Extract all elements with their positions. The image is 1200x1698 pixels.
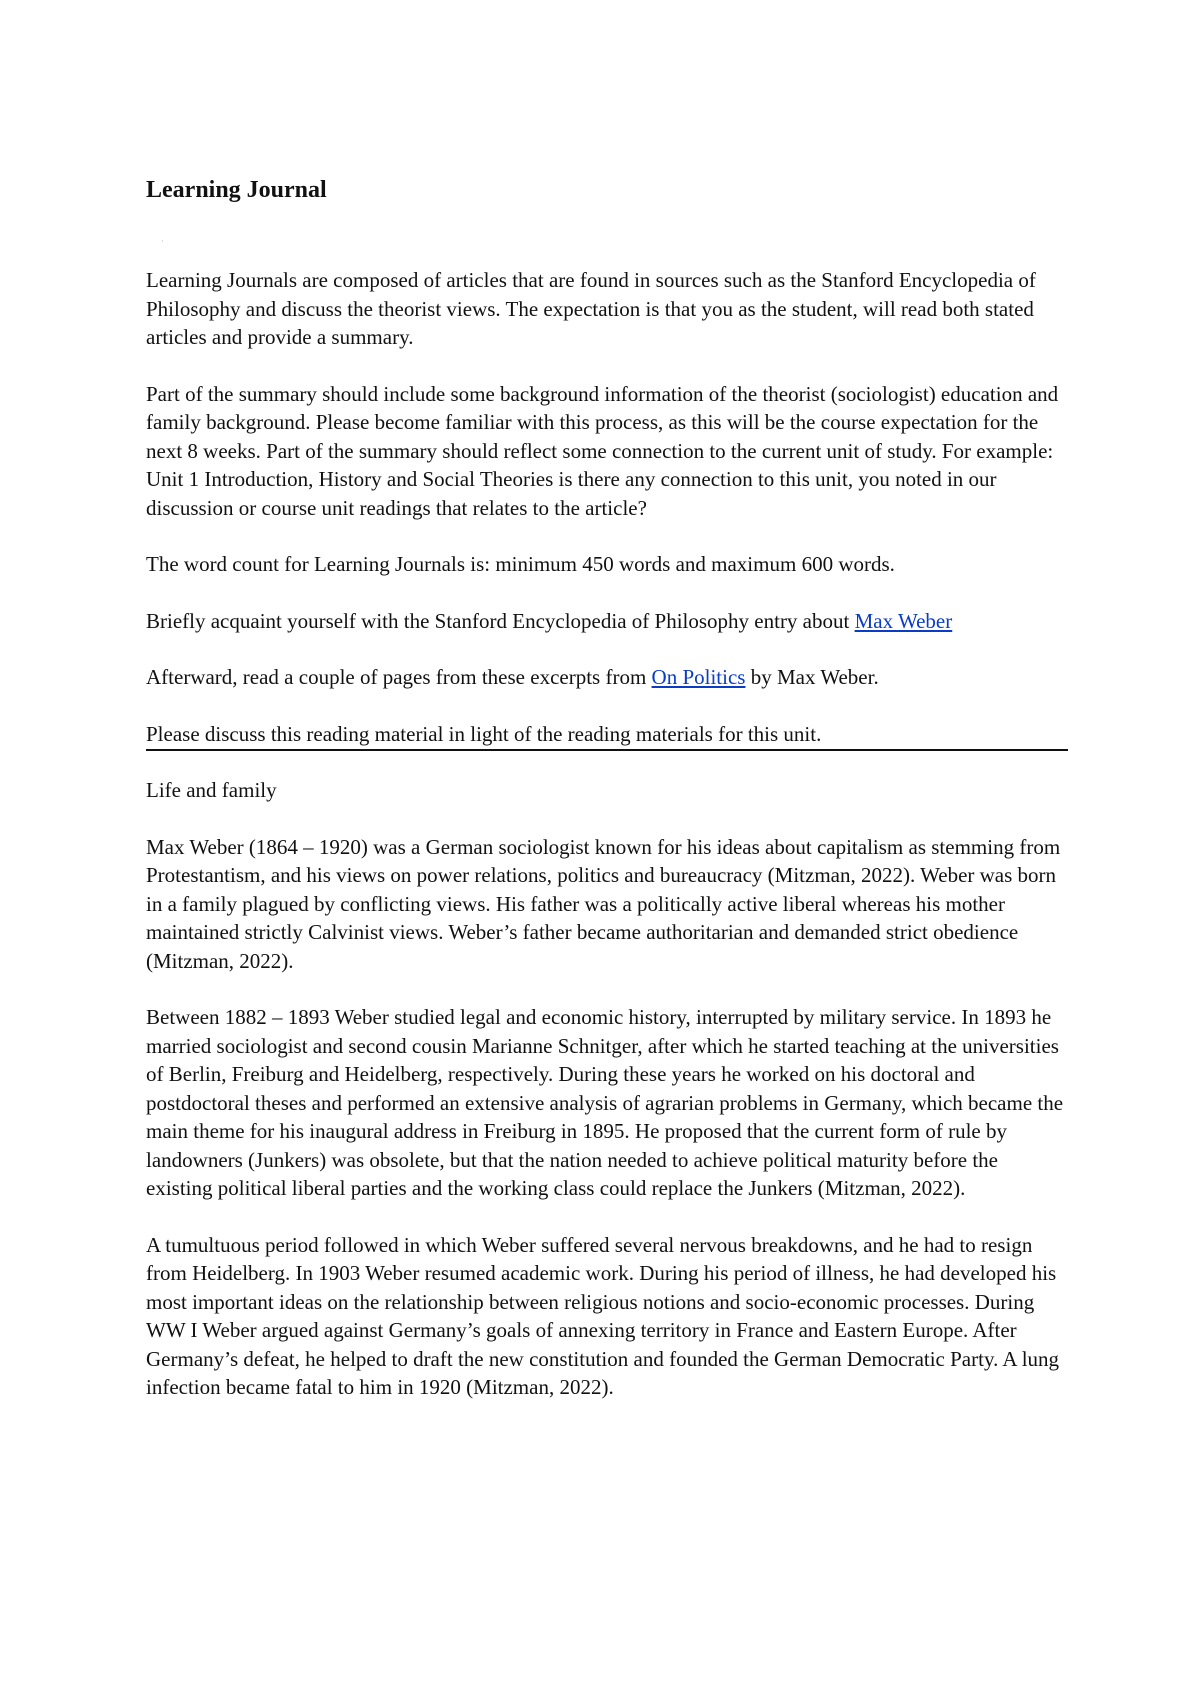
excerpts-text-before: Afterward, read a couple of pages from these excerpts from <box>146 665 652 689</box>
stanford-entry-paragraph <box>146 607 1068 636</box>
body-paragraph-1: Max Weber (1864 – 1920) was a German sociologist known for his ideas about capitalism as stemming from Protestantism, and his views on power relations, politics and bureaucracy (Mitzman, 2022). Weber was born in a family plagued by conflicting views. His father was a politically active liberal whereas his mother maintained strictly Calvinist views. Weber’s father became authoritarian and demanded strict obedience (Mitzman, 2022). <box>146 834 1061 973</box>
intro-paragraph-1: Learning Journals are composed of articles that are found in sources such as the Stanford Encyclopedia of Philosophy and discuss the theorist views. The expectation is that you as the student, will read both stated articles and provide a summary. <box>146 268 1036 349</box>
excerpts-paragraph <box>146 663 1068 692</box>
discussion-prompt: Please discuss this reading material in light of the reading materials for this unit. <box>146 720 1068 752</box>
section-heading-life-and-family: Life and family <box>146 778 277 802</box>
on-politics-link[interactable]: On Politics <box>651 665 746 689</box>
document-title: Learning Journal <box>146 177 327 203</box>
excerpts-text-after: by Max Weber. <box>745 665 879 689</box>
max-weber-link[interactable]: Max Weber <box>854 608 953 633</box>
stanford-entry-text: Briefly acquaint yourself with the Stanford Encyclopedia of Philosophy entry about <box>146 608 855 633</box>
intro-paragraph-2: Part of the summary should include some background information of the theorist (sociologist) education and family background. Please become familiar with this process, as this will be the course expectation for the next 8 weeks. Part of the summary should reflect some connection to the current unit of study. For example: Unit 1 Introduction, History and Social Theories is there any connection to this unit, you noted in our discussion or course unit readings that relates to the article? <box>146 381 1059 520</box>
word-count-paragraph: The word count for Learning Journals is: minimum 450 words and maximum 600 words. <box>146 552 895 576</box>
body-paragraph-2: Between 1882 – 1893 Weber studied legal and economic history, interrupted by military service. In 1893 he married sociologist and second cousin Marianne Schnitger, after which he started teaching at the universities of Berlin, Freiburg and Heidelberg, respectively. During these years he worked on his doctoral and postdoctoral theses and performed an extensive analysis of agrarian problems in Germany, which became the main theme for his inaugural address in Freiburg in 1895. He proposed that the current form of rule by landowners (Junkers) was obsolete, but that the nation needed to achieve political maturity before the existing political liberal parties and the working class could replace the Junkers (Mitzman, 2022). <box>146 1005 1064 1200</box>
document-content <box>146 172 1068 1430</box>
body-paragraph-3: A tumultuous period followed in which Weber suffered several nervous breakdowns, and he had to resign from Heidelberg. In 1903 Weber resumed academic work. During his period of illness, he had developed his most important ideas on the relationship between religious notions and socio-economic processes. During WW I Weber argued against Germany’s goals of annexing territory in France and Eastern Europe. After Germany’s defeat, he helped to draft the new constitution and founded the German Democratic Party. A lung infection became fatal to him in 1920 (Mitzman, 2022). <box>146 1232 1060 1399</box>
stray-dot: · <box>161 237 164 246</box>
